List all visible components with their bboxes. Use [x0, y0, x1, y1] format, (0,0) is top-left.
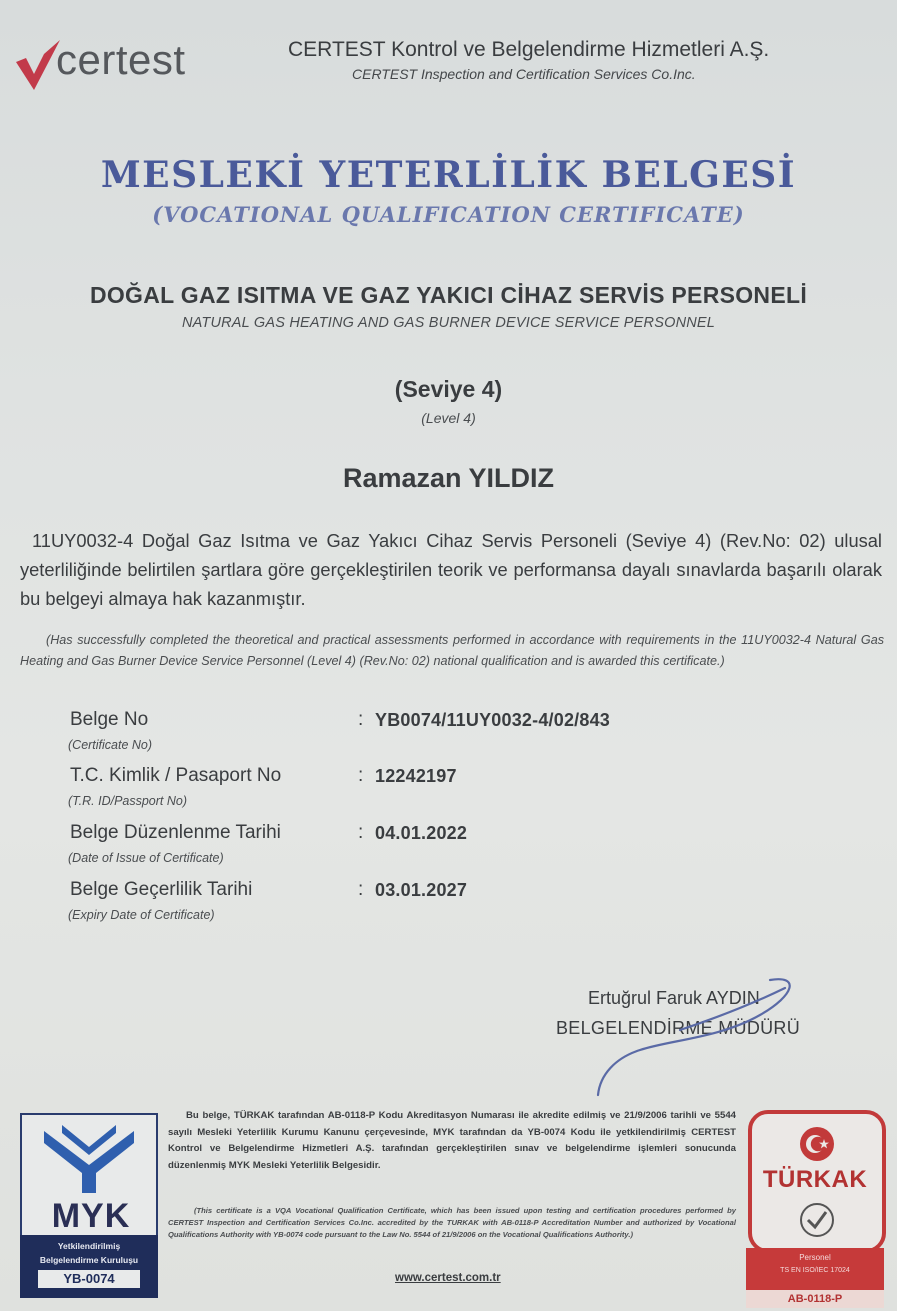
detail-label-en: (T.R. ID/Passport No)	[68, 794, 188, 808]
id-number: 12242197	[375, 766, 457, 786]
certest-logo	[14, 36, 229, 96]
issuer-name: CERTEST Kontrol ve Belgelendirme Hizmetleri A.Ş.	[288, 38, 770, 61]
occupation-title-en: NATURAL GAS HEATING AND GAS BURNER DEVICE SERVICE PERSONNEL	[181, 315, 716, 331]
occupation-title: DOĞAL GAZ ISITMA VE GAZ YAKICI CİHAZ SERVİS PERSONELİ	[89, 282, 808, 308]
turkak-logo-text: TÜRKAK	[762, 1166, 868, 1193]
qualification-statement-en: (Has successfully completed the theoretical and practical assessments performed in accordance with requirements in the 11UY0032-4 Natural Gas Heating and Gas Burner Device Service Personnel (Level 4) (Rev.No: 02) national qualification and is awarded this certificate.)	[20, 633, 884, 668]
turkak-band-line2: TS EN ISO/IEC 17024	[780, 1267, 850, 1274]
detail-label-en: (Certificate No)	[68, 738, 153, 752]
certificate-title: MESLEKİ YETERLİLİK BELGESİ	[100, 154, 797, 196]
detail-label-en: (Date of Issue of Certificate)	[68, 851, 224, 865]
myk-band-line2: Belgelendirme Kuruluşu	[39, 1255, 139, 1265]
signer-title: BELGELENDİRME MÜDÜRÜ	[556, 1018, 801, 1038]
check-circle-icon	[797, 1200, 837, 1240]
detail-colon: :	[358, 709, 364, 730]
level-en: (Level 4)	[421, 410, 476, 426]
level: (Seviye 4)	[394, 376, 503, 402]
myk-emblem-icon	[22, 1117, 156, 1197]
myk-code: YB-0074	[38, 1270, 140, 1288]
detail-colon: :	[358, 879, 364, 900]
detail-label: Belge Geçerlilik Tarihi	[70, 879, 253, 900]
myk-badge	[20, 1113, 158, 1296]
detail-colon: :	[358, 765, 364, 786]
detail-colon: :	[358, 822, 364, 843]
holder-name: Ramazan YILDIZ	[342, 463, 555, 493]
turkak-band-line1: Personel	[799, 1253, 831, 1262]
legal-notice-en: (This certificate is a VQA Vocational Qualification Certificate, which has been issued upon testing and certification procedures performed by CERTEST Inspection and Certification Services Co.Inc. accredited by the TURKAK with AB-0118-P Accreditation Number and authorized by Vocational Qualifications Authority with YB-0074 code pursuant to the Law No. 5544 of 21/9/2006 on the Vocational Qualifications Authority.)	[168, 1206, 736, 1239]
website-link[interactable]: www.certest.com.tr	[395, 1272, 501, 1284]
detail-label: T.C. Kimlik / Pasaport No	[70, 765, 282, 786]
certificate-number: YB0074/11UY0032-4/02/843	[375, 710, 610, 730]
crescent-star-icon	[797, 1124, 837, 1164]
turkak-badge	[746, 1110, 884, 1306]
logo-wordmark: certest	[56, 36, 186, 83]
myk-band-line1: Yetkilendirilmiş	[57, 1241, 121, 1251]
expiry-date: 03.01.2027	[375, 880, 468, 900]
myk-logo-text: MYK	[51, 1197, 131, 1235]
detail-label-en: (Expiry Date of Certificate)	[68, 908, 215, 922]
detail-label: Belge No	[70, 709, 149, 730]
issue-date: 04.01.2022	[375, 823, 468, 843]
certificate-title-en: (VOCATIONAL QUALIFICATION CERTIFICATE)	[152, 202, 745, 227]
legal-notice: Bu belge, TÜRKAK tarafından AB-0118-P Kodu Akreditasyon Numarası ile akredite edilmiş ve 21/9/2006 tarihli ve 5544 sayılı Mesleki Yeterlilik Kurumu Kanunu çerçevesinde, MYK tarafından da YB-0074 Kodu ile yetkilendirilmiş CERTEST Kontrol ve Belgelendirme Hizmetleri A.Ş. tarafından gerçekleştirilen sınav ve belgelendirme işlemleri sonucunda düzenlenmiş MYK Mesleki Yeterlilik Belgesidir.	[168, 1110, 736, 1171]
qualification-statement: 11UY0032-4 Doğal Gaz Isıtma ve Gaz Yakıcı Cihaz Servis Personeli (Seviye 4) (Rev.No: 02) ulusal yeterliliğinde belirtilen şartlara göre gerçekleştirilen teorik ve performansa dayalı sınavlarda başarılı olarak bu belgeyi almaya hak kazanmıştır.	[20, 530, 882, 609]
detail-label: Belge Düzenlenme Tarihi	[70, 822, 281, 843]
turkak-code: AB-0118-P	[746, 1290, 884, 1308]
issuer-name-en: CERTEST Inspection and Certification Services Co.Inc.	[352, 66, 696, 82]
signer-name: Ertuğrul Faruk AYDIN	[588, 988, 760, 1008]
